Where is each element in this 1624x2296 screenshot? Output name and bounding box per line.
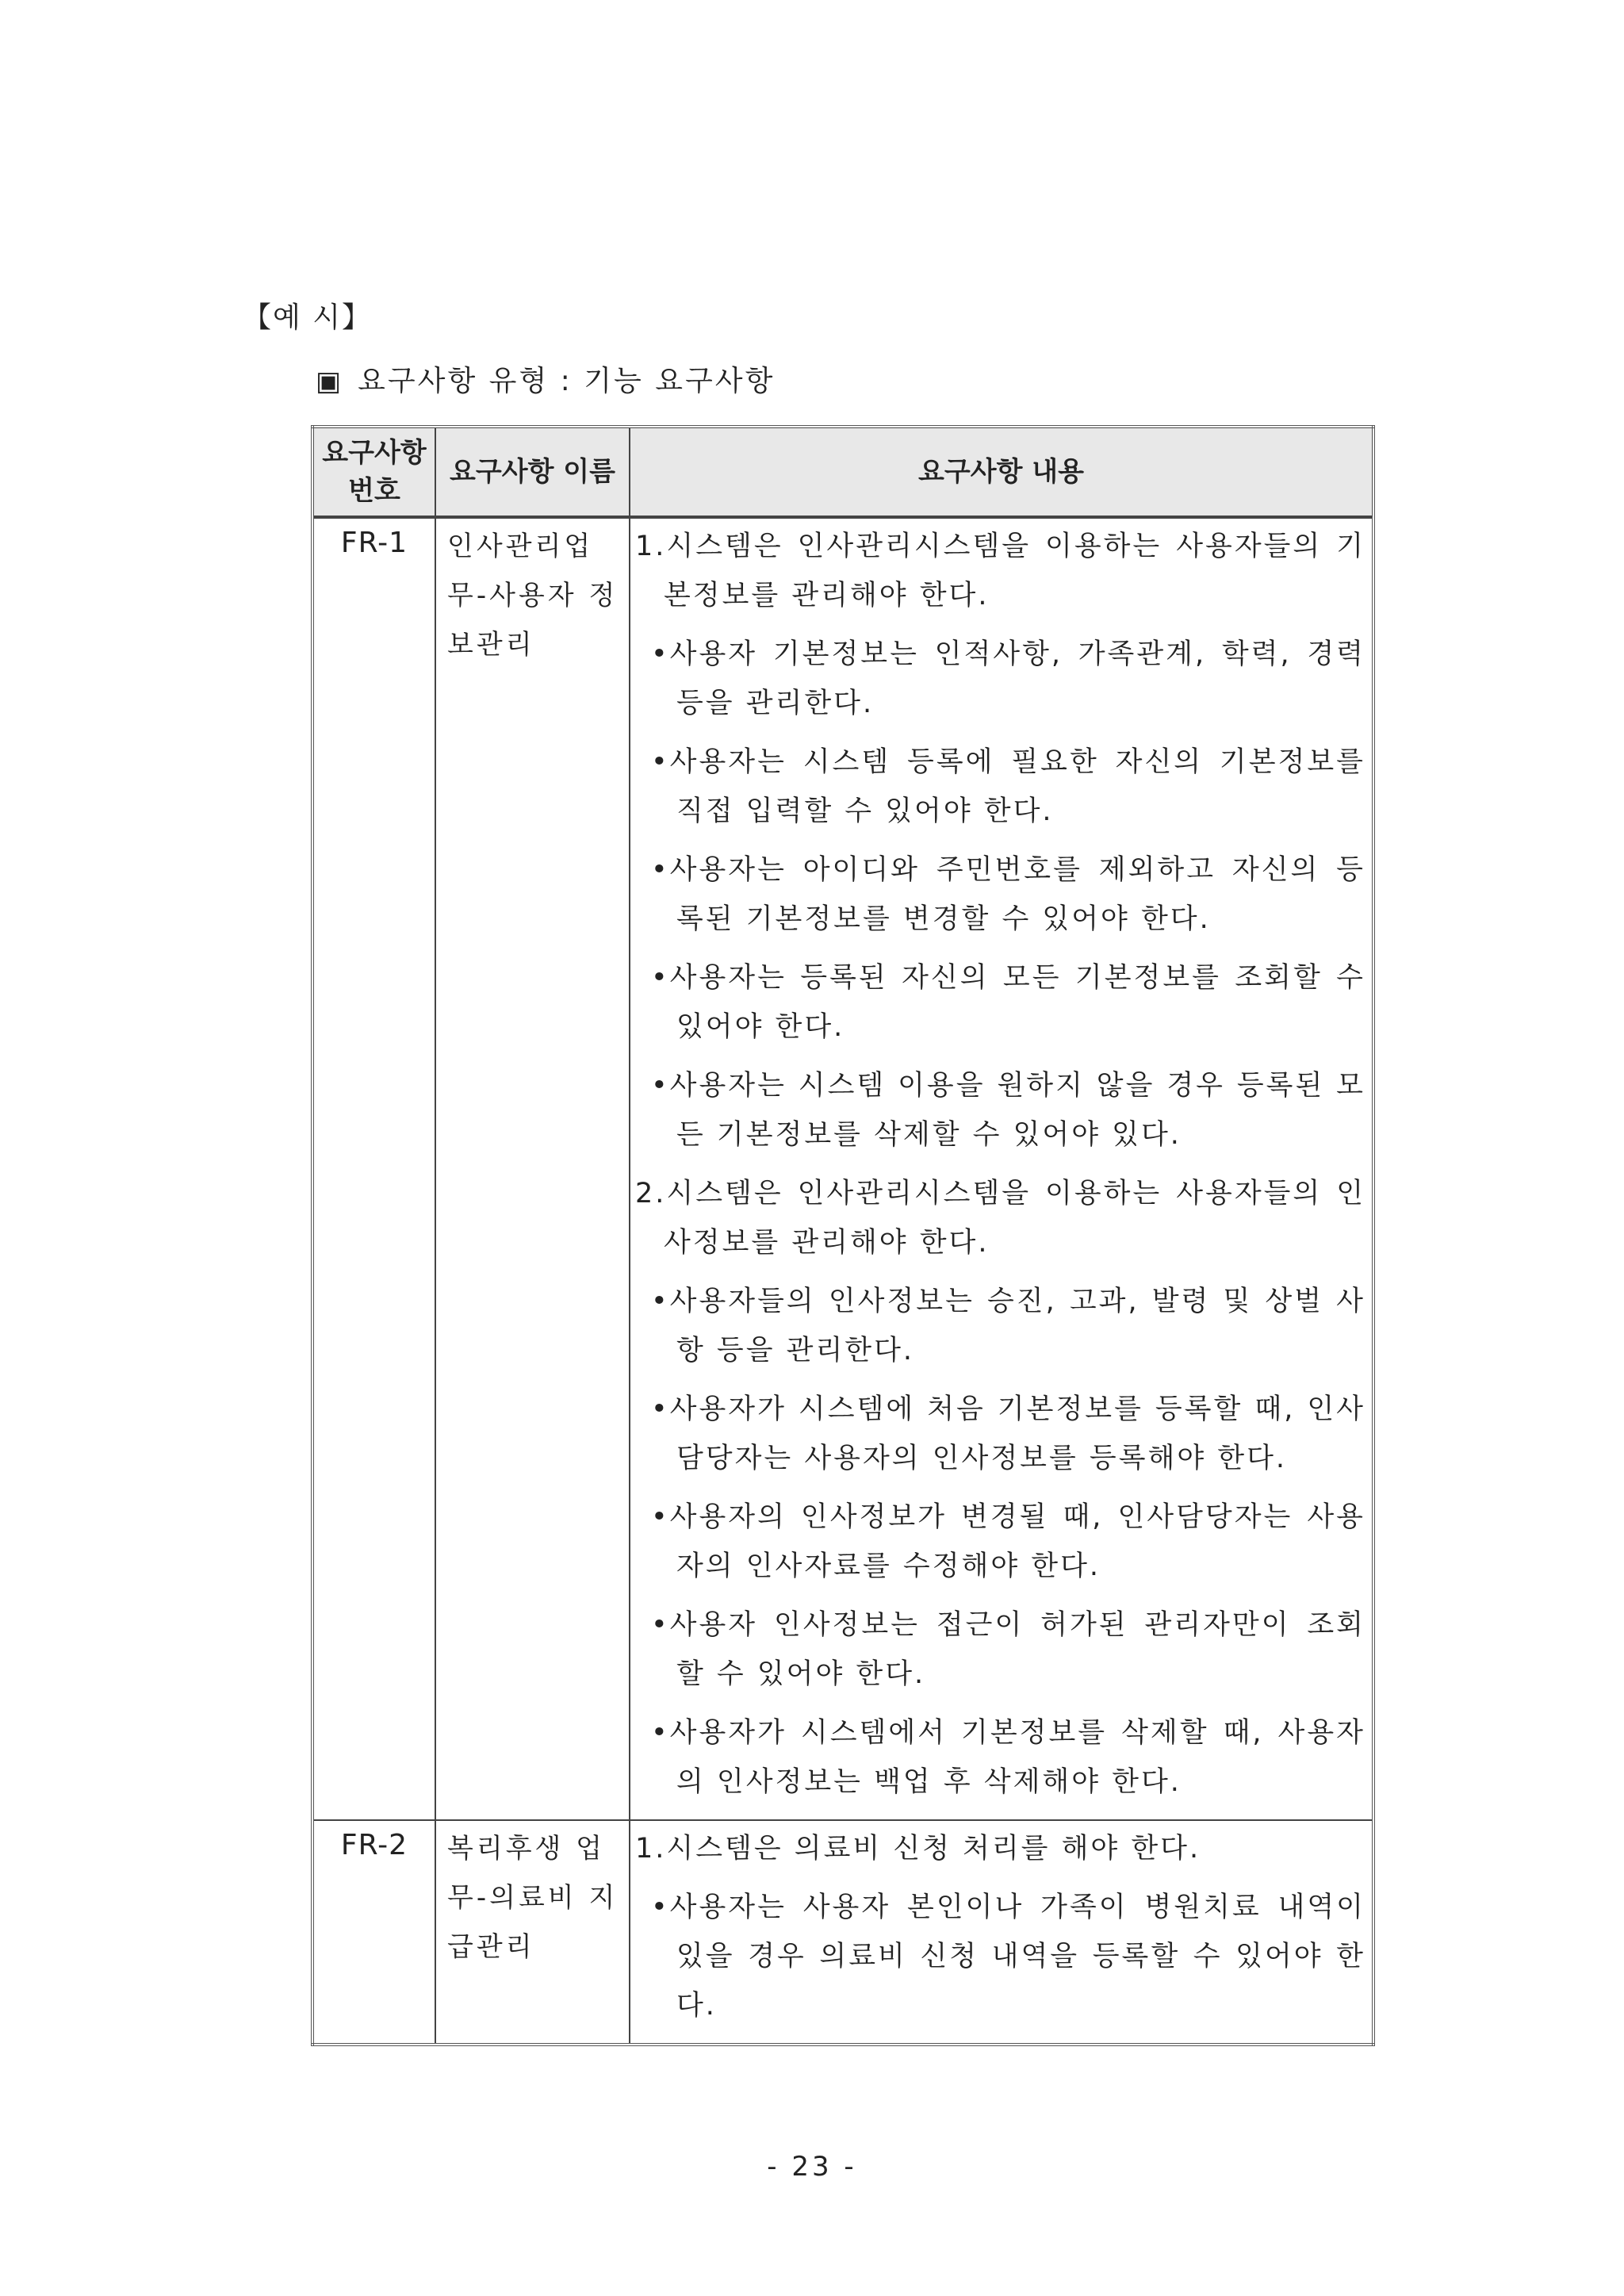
requirement-type-line bbox=[316, 358, 775, 399]
requirement-item: 1.시스템은 인사관리시스템을 이용하는 사용자들의 기본정보를 관리해야 한다. bbox=[635, 531, 1365, 611]
requirement-bullet: •사용자의 인사정보가 변경될 때, 인사담당자는 사용자의 인사자료를 수정해야 한다. bbox=[651, 1501, 1365, 1582]
requirement-bullet: •사용자가 시스템에서 기본정보를 삭제할 때, 사용자의 인사정보는 백업 후 삭제해야 한다. bbox=[651, 1717, 1365, 1798]
table-row bbox=[312, 1820, 1373, 2045]
table-row bbox=[312, 517, 1373, 1820]
square-marker-icon: ▣ bbox=[316, 366, 344, 397]
requirement-number: FR-2 bbox=[312, 1820, 435, 2045]
requirement-item: 1.시스템은 의료비 신청 처리를 해야 한다. bbox=[635, 1833, 1201, 1865]
requirement-name: 복리후생 업무-의료비 지급관리 bbox=[435, 1820, 630, 2045]
requirement-bullet: •사용자는 등록된 자신의 모든 기본정보를 조회할 수 있어야 한다. bbox=[651, 962, 1365, 1043]
requirement-bullet: •사용자 인사정보는 접근이 허가된 관리자만이 조회할 수 있어야 한다. bbox=[651, 1609, 1365, 1690]
requirement-content bbox=[630, 1820, 1373, 2045]
header-requirement-number: 요구사항 번호 bbox=[312, 427, 435, 517]
requirement-number: FR-1 bbox=[312, 517, 435, 1820]
requirement-content bbox=[630, 517, 1373, 1820]
requirement-bullet: •사용자는 시스템 이용을 원하지 않을 경우 등록된 모든 기본정보를 삭제할 수 있어야 있다. bbox=[651, 1070, 1365, 1151]
requirement-bullet: •사용자는 아이디와 주민번호를 제외하고 자신의 등록된 기본정보를 변경할 수 있어야 한다. bbox=[651, 854, 1365, 935]
header-requirement-name: 요구사항 이름 bbox=[435, 427, 630, 517]
requirement-bullet: •사용자가 시스템에 처음 기본정보를 등록할 때, 인사담당자는 사용자의 인사정보를 등록해야 한다. bbox=[651, 1393, 1365, 1474]
requirement-item: 2.시스템은 인사관리시스템을 이용하는 사용자들의 인사정보를 관리해야 한다. bbox=[635, 1178, 1365, 1259]
table-header-row bbox=[312, 427, 1373, 517]
requirement-name: 인사관리업무-사용자 정보관리 bbox=[435, 517, 630, 1820]
requirements-table bbox=[311, 425, 1375, 2046]
requirement-bullet: •사용자는 시스템 등록에 필요한 자신의 기본정보를 직접 입력할 수 있어야 한다. bbox=[651, 746, 1365, 827]
requirement-bullet: •사용자는 사용자 본인이나 가족이 병원치료 내역이 있을 경우 의료비 신청 내역을 등록할 수 있어야 한다. bbox=[651, 1892, 1365, 2022]
page-number: - 23 - bbox=[767, 2151, 857, 2183]
requirement-bullet: •사용자들의 인사정보는 승진, 고과, 발령 및 상벌 사항 등을 관리한다. bbox=[651, 1286, 1365, 1366]
requirement-bullet: •사용자 기본정보는 인적사항, 가족관계, 학력, 경력 등을 관리한다. bbox=[651, 638, 1365, 719]
section-title: 【예 시】 bbox=[243, 301, 372, 334]
header-requirement-content: 요구사항 내용 bbox=[630, 427, 1373, 517]
requirement-type-text: 요구사항 유형 : 기능 요구사항 bbox=[358, 365, 776, 397]
